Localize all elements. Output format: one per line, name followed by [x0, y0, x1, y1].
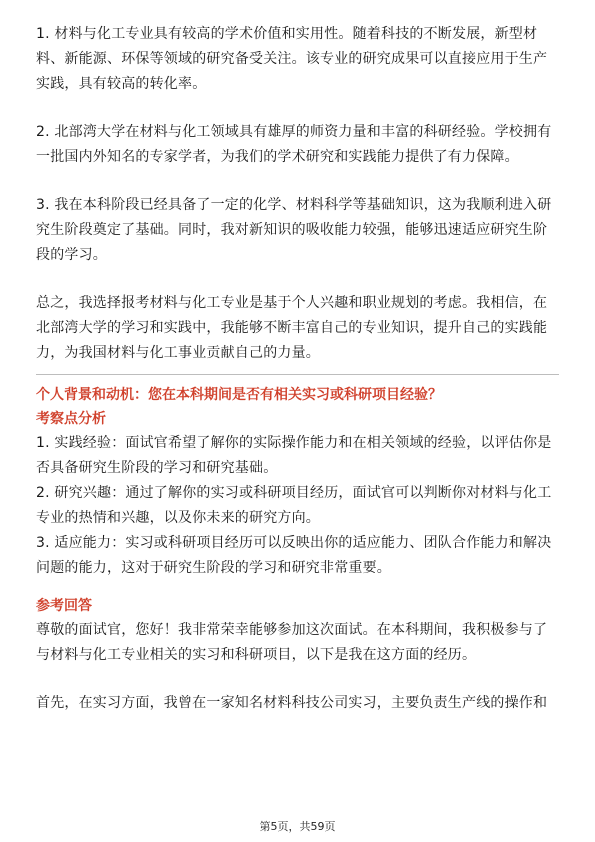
interview-question: 个人背景和动机：您在本科期间是否有相关实习或科研项目经验？ — [36, 387, 442, 403]
reason-point-1: 1. 材料与化工专业具有较高的学术价值和实用性。随着科技的不断发展，新型材料、新能源、环保等领域的研究备受关注。该专业的研究成果可以直接应用于生产实践，具有较高的转化率。 — [36, 26, 548, 92]
reason-point-3: 3. 我在本科阶段已经具备了一定的化学、材料科学等基础知识，这为我顺利进入研究生阶段奠定了基础。同时，我对新知识的吸收能力较强，能够迅速适应研究生阶段的学习。 — [36, 197, 552, 263]
analysis-point-3: 3. 适应能力：实习或科研项目经历可以反映出你的适应能力、团队合作能力和解决问题的能力，这对于研究生阶段的学习和研究非常重要。 — [36, 535, 552, 576]
reason-point-2: 2. 北部湾大学在材料与化工领域具有雄厚的师资力量和丰富的科研经验。学校拥有一批国内外知名的专家学者，为我们的学术研究和实践能力提供了有力保障。 — [36, 124, 552, 165]
analysis-point-2: 2. 研究兴趣：通过了解你的实习或科研项目经历，面试官可以判断你对材料与化工专业的热情和兴趣，以及你未来的研究方向。 — [36, 485, 552, 526]
analysis-heading: 考察点分析 — [36, 411, 106, 427]
analysis-point-1: 1. 实践经验：面试官希望了解你的实际操作能力和在相关领域的经验，以评估你是否具备研究生阶段的学习和研究基础。 — [36, 435, 552, 476]
page-footer: 第5页，共59页 — [259, 820, 336, 833]
answer-paragraph-2: 首先，在实习方面，我曾在一家知名材料科技公司实习，主要负责生产线的操作和 — [36, 695, 548, 711]
answer-paragraph-1: 尊敬的面试官，您好！我非常荣幸能够参加这次面试。在本科期间，我积极参与了与材料与化工专业相关的实习和科研项目，以下是我在这方面的经历。 — [36, 622, 548, 663]
conclusion-paragraph: 总之，我选择报考材料与化工专业是基于个人兴趣和职业规划的考虑。我相信，在北部湾大学的学习和实践中，我能够不断丰富自己的专业知识，提升自己的实践能力，为我国材料与化工事业贡献自己的力量。 — [36, 295, 548, 361]
document-page — [36, 22, 559, 716]
answer-heading: 参考回答 — [36, 598, 92, 614]
section-divider — [36, 374, 559, 375]
